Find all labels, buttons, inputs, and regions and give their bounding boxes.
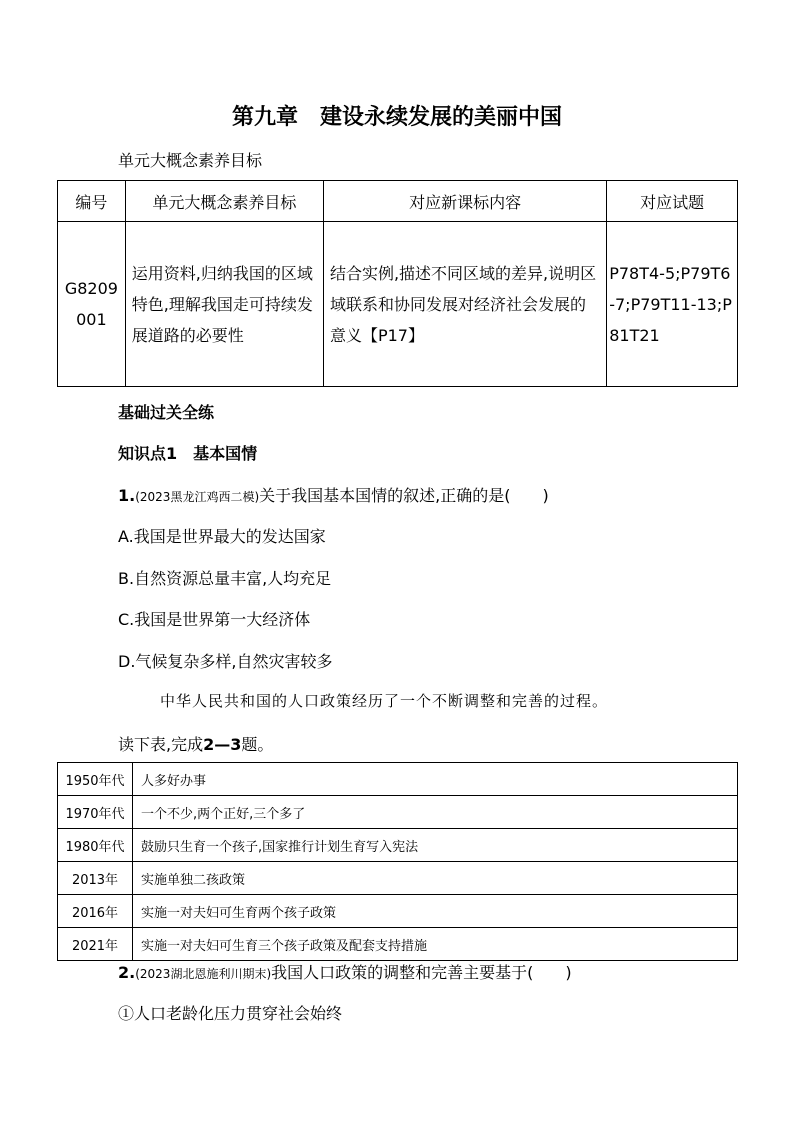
read-prompt-range: 2—3 bbox=[203, 735, 242, 754]
policy-description: 实施一对夫妇可生育三个孩子政策及配套支持措施 bbox=[133, 928, 738, 961]
question-2-item-1: ①人口老龄化压力贯穿社会始终 bbox=[118, 1004, 343, 1023]
question-1-option-d: D.气候复杂多样,自然灾害较多 bbox=[118, 652, 333, 671]
policy-year: 2013年 bbox=[58, 862, 133, 895]
question-1 bbox=[118, 483, 549, 506]
header-goal: 单元大概念素养目标 bbox=[125, 181, 323, 222]
policy-description: 实施单独二孩政策 bbox=[133, 862, 738, 895]
goal-text: 运用资料,归纳我国的区域特色,理解我国走可持续发展道路的必要性 bbox=[125, 222, 323, 387]
policy-row bbox=[58, 928, 738, 961]
policy-year: 1950年代 bbox=[58, 763, 133, 796]
read-prompt-text: 读下表,完成 bbox=[118, 735, 204, 754]
question-2-stem: 我国人口政策的调整和完善主要基于( ) bbox=[271, 963, 572, 982]
policy-year: 2021年 bbox=[58, 928, 133, 961]
policy-row bbox=[58, 895, 738, 928]
read-prompt-end: 题。 bbox=[241, 735, 274, 754]
goal-id: G8209001 bbox=[58, 222, 126, 387]
policy-description: 人多好办事 bbox=[133, 763, 738, 796]
question-2 bbox=[118, 960, 572, 983]
policy-description: 一个不少,两个正好,三个多了 bbox=[133, 796, 738, 829]
question-1-stem: 关于我国基本国情的叙述,正确的是( ) bbox=[259, 486, 549, 505]
read-prompt bbox=[118, 732, 273, 755]
policy-description: 实施一对夫妇可生育两个孩子政策 bbox=[133, 895, 738, 928]
policy-year: 2016年 bbox=[58, 895, 133, 928]
policy-row bbox=[58, 829, 738, 862]
knowledge-point-heading: 知识点1 基本国情 bbox=[118, 444, 258, 463]
goal-table-row bbox=[58, 222, 738, 387]
policy-intro: 中华人民共和国的人口政策经历了一个不断调整和完善的过程。 bbox=[160, 692, 609, 710]
header-standard: 对应新课标内容 bbox=[323, 181, 606, 222]
question-2-source: (2023湖北恩施利川期末) bbox=[135, 967, 272, 981]
policy-row bbox=[58, 763, 738, 796]
policy-description: 鼓励只生育一个孩子,国家推行计划生育写入宪法 bbox=[133, 829, 738, 862]
unit-goal-label: 单元大概念素养目标 bbox=[118, 151, 263, 170]
question-1-number: 1. bbox=[118, 486, 136, 505]
population-policy-table bbox=[57, 762, 738, 961]
question-1-option-c: C.我国是世界第一大经济体 bbox=[118, 610, 311, 629]
header-questions: 对应试题 bbox=[607, 181, 738, 222]
question-1-option-b: B.自然资源总量丰富,人均充足 bbox=[118, 569, 332, 588]
goal-table-header-row bbox=[58, 181, 738, 222]
unit-goal-table bbox=[57, 180, 738, 387]
policy-year: 1970年代 bbox=[58, 796, 133, 829]
policy-row bbox=[58, 862, 738, 895]
question-1-source: (2023黑龙江鸡西二模) bbox=[135, 490, 260, 504]
policy-year: 1980年代 bbox=[58, 829, 133, 862]
question-1-option-a: A.我国是世界最大的发达国家 bbox=[118, 527, 326, 546]
standard-text: 结合实例,描述不同区域的差异,说明区域联系和协同发展对经济社会发展的意义【P17】 bbox=[323, 222, 606, 387]
questions-text: P78T4-5;P79T6-7;P79T11-13;P81T21 bbox=[607, 222, 738, 387]
section-heading: 基础过关全练 bbox=[118, 403, 215, 422]
policy-row bbox=[58, 796, 738, 829]
header-id: 编号 bbox=[58, 181, 126, 222]
chapter-title: 第九章 建设永续发展的美丽中国 bbox=[231, 105, 562, 130]
question-2-number: 2. bbox=[118, 963, 136, 982]
